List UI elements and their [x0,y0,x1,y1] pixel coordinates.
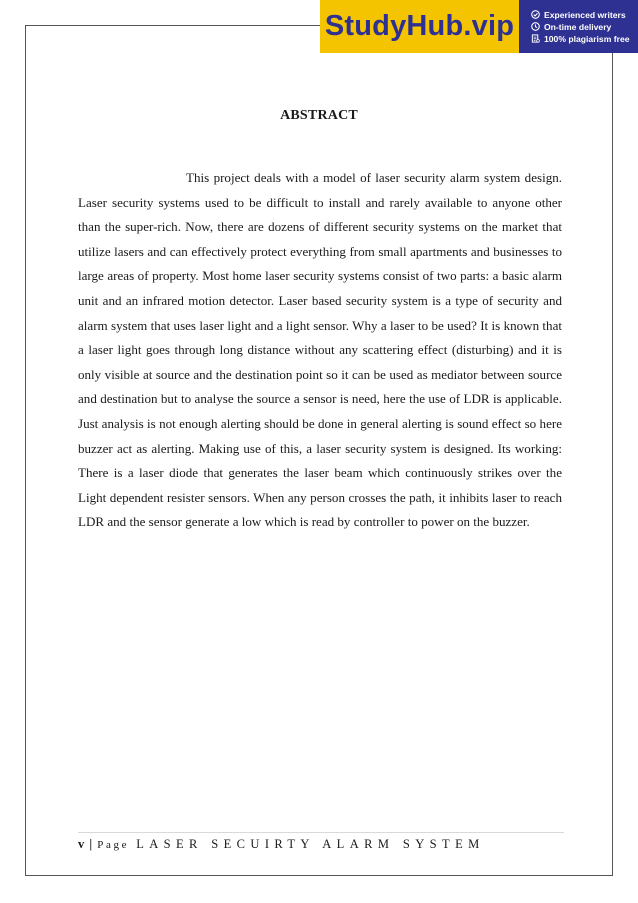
footer-divider [78,832,564,833]
footer-page-number: v [78,837,85,851]
banner-item-experienced [531,10,638,20]
page-footer [78,837,485,852]
banner-item-delivery [531,22,638,32]
banner-item-label: 100% plagiarism free [544,33,630,44]
check-circle-icon [531,10,540,19]
document-icon [531,34,540,43]
banner-item-label: On-time delivery [544,21,612,32]
banner-item-plagiarism [531,34,638,44]
footer-page-word: Page [97,839,130,851]
footer-separator: | [89,837,93,851]
document-title: ABSTRACT [280,108,358,123]
abstract-paragraph: This project deals with a model of laser security alarm system design. Laser security systems used to be difficult to install and rarely available to anyone other than the super-rich. Now, there are dozens of different security systems on the market that utilize lasers and can effectively protect everything from small apartments and businesses to large areas of property. Most home laser security systems consist of two parts: a basic alarm unit and an infrared motion detector. Laser based security system is a type of security and alarm system that uses laser light and a light sensor. Why a laser to be used? It is known that a laser light goes through long distance without any scattering effect (disturbing) and it is only visible at source and the destination point so it can be used as mediator between source and destination but to analyse the source a sensor is need, here the use of LDR is applicable. Just analysis is not enough alerting should be done in general alerting is sound effect so here buzzer act as alerting. Making use of this, a laser security system is designed. Its working: There is a laser diode that generates the laser beam which continuously strikes over the Light dependent resister sensors. When any person crosses the path, it inhibits laser to reach LDR and the sensor generate a low which is read by controller to power on the buzzer. [78,170,562,530]
banner-feature-list [519,0,638,53]
banner-item-label: Experienced writers [544,9,626,20]
ad-banner[interactable] [320,0,638,53]
footer-document-title: LASER SECUIRTY ALARM SYSTEM [136,837,485,851]
studyhub-logo[interactable]: StudyHub.vip [320,0,519,53]
clock-icon [531,22,540,31]
